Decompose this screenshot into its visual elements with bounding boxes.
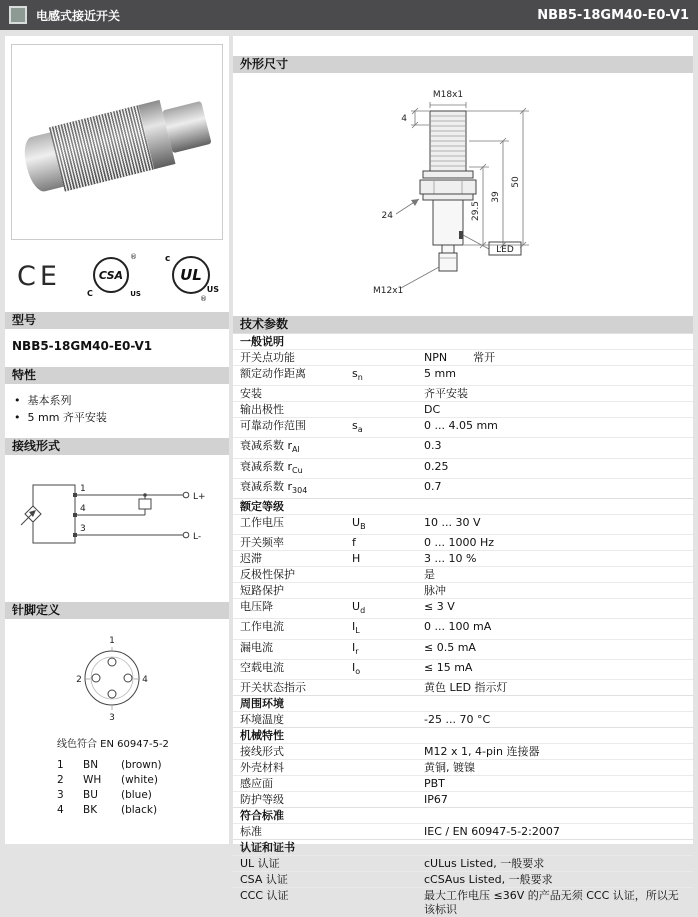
dim-led-label: LED (496, 245, 514, 255)
spec-row: 工作电压 $U_B$ 10 ... 30 V (233, 514, 693, 534)
spec-row: 安装 齐平安装 (233, 385, 693, 401)
dim-50-label: 50 (511, 176, 521, 188)
csa-registered-mark: ® (129, 253, 137, 261)
spec-section-title: 一般说明 (233, 333, 693, 349)
spec-row: CCC 认证 最大工作电压 ≤36V 的产品无须 CCC 认证，所以无该标识 (233, 887, 693, 917)
dimension-drawing (233, 73, 693, 316)
spec-table (233, 333, 693, 917)
csa-ring: CSA (93, 257, 129, 293)
ce-mark-logo: CE (17, 260, 61, 292)
section-features: 特性 (5, 367, 229, 384)
section-connection: 接线形式 (5, 438, 229, 455)
l-minus-label: L- (193, 532, 202, 542)
feature-list (5, 384, 229, 428)
section-pinout: 针脚定义 (5, 602, 229, 619)
spec-row: 感应面 PBT (233, 775, 693, 791)
left-column (5, 36, 229, 844)
feature-item: • 基本系列 (14, 392, 222, 409)
dimension-figure (233, 73, 691, 316)
ul-c-mark: c (164, 254, 171, 264)
pin-row: 4 BK (black) (57, 804, 158, 816)
connector-pin-3-number: 3 (109, 713, 115, 723)
spec-row: 开关频率 f 0 ... 1000 Hz (233, 534, 693, 550)
spec-row: 衰减系数 $r_{304}$ 0.7 (233, 478, 693, 498)
spec-row: 外壳材料 黄铜, 镀镍 (233, 759, 693, 775)
spec-section-title: 额定等级 (233, 498, 693, 514)
spec-row: 短路保护 脉冲 (233, 582, 693, 598)
spec-row: 防护等级 IP67 (233, 791, 693, 807)
ul-registered-mark: ® (199, 295, 207, 303)
spec-row: 开关状态指示 黄色 LED 指示灯 (233, 679, 693, 695)
spec-row: 额定动作距离 $s_n$ 5 mm (233, 365, 693, 385)
pin-row: 2 WH (white) (57, 774, 158, 786)
wire-3-label: 3 (80, 524, 86, 534)
spec-section-title: 认证和证书 (233, 839, 693, 855)
spec-row: 输出极性 DC (233, 401, 693, 417)
wire-4-label: 4 (80, 504, 86, 514)
spec-section-title: 符合标准 (233, 807, 693, 823)
spec-row: UL 认证 cULus Listed, 一般要求 (233, 855, 693, 871)
model-number: NBB5-18GM40-E0-V1 (12, 339, 153, 353)
spec-row: 环境温度 -25 ... 70 °C (233, 711, 693, 727)
pin-row: 1 BN (brown) (57, 759, 162, 771)
sensor-threaded-body (49, 105, 154, 191)
section-model: 型号 (5, 312, 229, 329)
header-bar (0, 0, 698, 30)
document-title: 电感式接近开关 (36, 8, 121, 23)
dim-39-label: 39 (491, 191, 501, 203)
ul-ring: UL (172, 256, 210, 294)
csa-logo (86, 253, 141, 299)
spec-row: 开关点功能 NPN 常开 (233, 349, 693, 365)
csa-us-mark: US (130, 290, 141, 298)
ul-us-mark: US (206, 285, 219, 294)
certification-logos (17, 252, 219, 303)
csa-c-mark: C (86, 289, 93, 298)
spec-row: 空载电流 $I_o$ ≤ 15 mA (233, 659, 693, 679)
spec-row: 反极性保护 是 (233, 566, 693, 582)
spec-row: 衰减系数 $r_{Cu}$ 0.25 (233, 458, 693, 478)
spec-row: 电压降 $U_d$ ≤ 3 V (233, 598, 693, 618)
spec-row: CSA 认证 cCSAus Listed, 一般要求 (233, 871, 693, 887)
dim-m12-label: M12x1 (373, 286, 404, 296)
spec-section-title: 周围环境 (233, 695, 693, 711)
feature-item: • 5 mm 齐平安装 (14, 409, 222, 426)
pin-row: 3 BU (blue) (57, 789, 152, 801)
ul-logo (164, 252, 219, 303)
dim-24-label: 24 (381, 211, 393, 221)
dim-29-5-label: 29.5 (471, 200, 481, 222)
dim-m18-label: M18x1 (432, 90, 464, 100)
dim-4-label: 4 (401, 114, 407, 124)
header-model-number: NBB5-18GM40-E0-V1 (537, 7, 689, 23)
spec-row: 接线形式 M12 x 1, 4-pin 连接器 (233, 743, 693, 759)
spec-row: 标准 IEC / EN 60947-5-2:2007 (233, 823, 693, 839)
section-technical-data: 技术参数 (233, 316, 693, 333)
wiring-diagram (17, 469, 212, 564)
product-photo (11, 44, 223, 240)
connector-pin-4-number: 4 (142, 675, 148, 685)
inductive-sensor-icon (9, 6, 27, 24)
right-column (233, 36, 693, 916)
connector-diagram (57, 631, 167, 723)
spec-row: 工作电流 $I_L$ 0 ... 100 mA (233, 618, 693, 638)
spec-section-title: 机械特性 (233, 727, 693, 743)
l-plus-label: L+ (193, 492, 206, 502)
wire-color-note: 线色符合 EN 60947-5-2 (57, 739, 169, 750)
sensor-photo-illustration (19, 89, 219, 199)
spec-row: 衰减系数 $r_{Al}$ 0.3 (233, 437, 693, 457)
spec-row: 迟滞 H 3 ... 10 % (233, 550, 693, 566)
spec-row: 漏电流 $I_r$ ≤ 0.5 mA (233, 639, 693, 659)
spec-row: 可靠动作范围 $s_a$ 0 ... 4.05 mm (233, 417, 693, 437)
connector-pin-1-number: 1 (109, 636, 115, 646)
pin-table (5, 752, 229, 818)
wire-1-label: 1 (80, 484, 86, 494)
section-dimensions: 外形尺寸 (233, 56, 693, 73)
connector-pin-2-number: 2 (76, 675, 82, 685)
